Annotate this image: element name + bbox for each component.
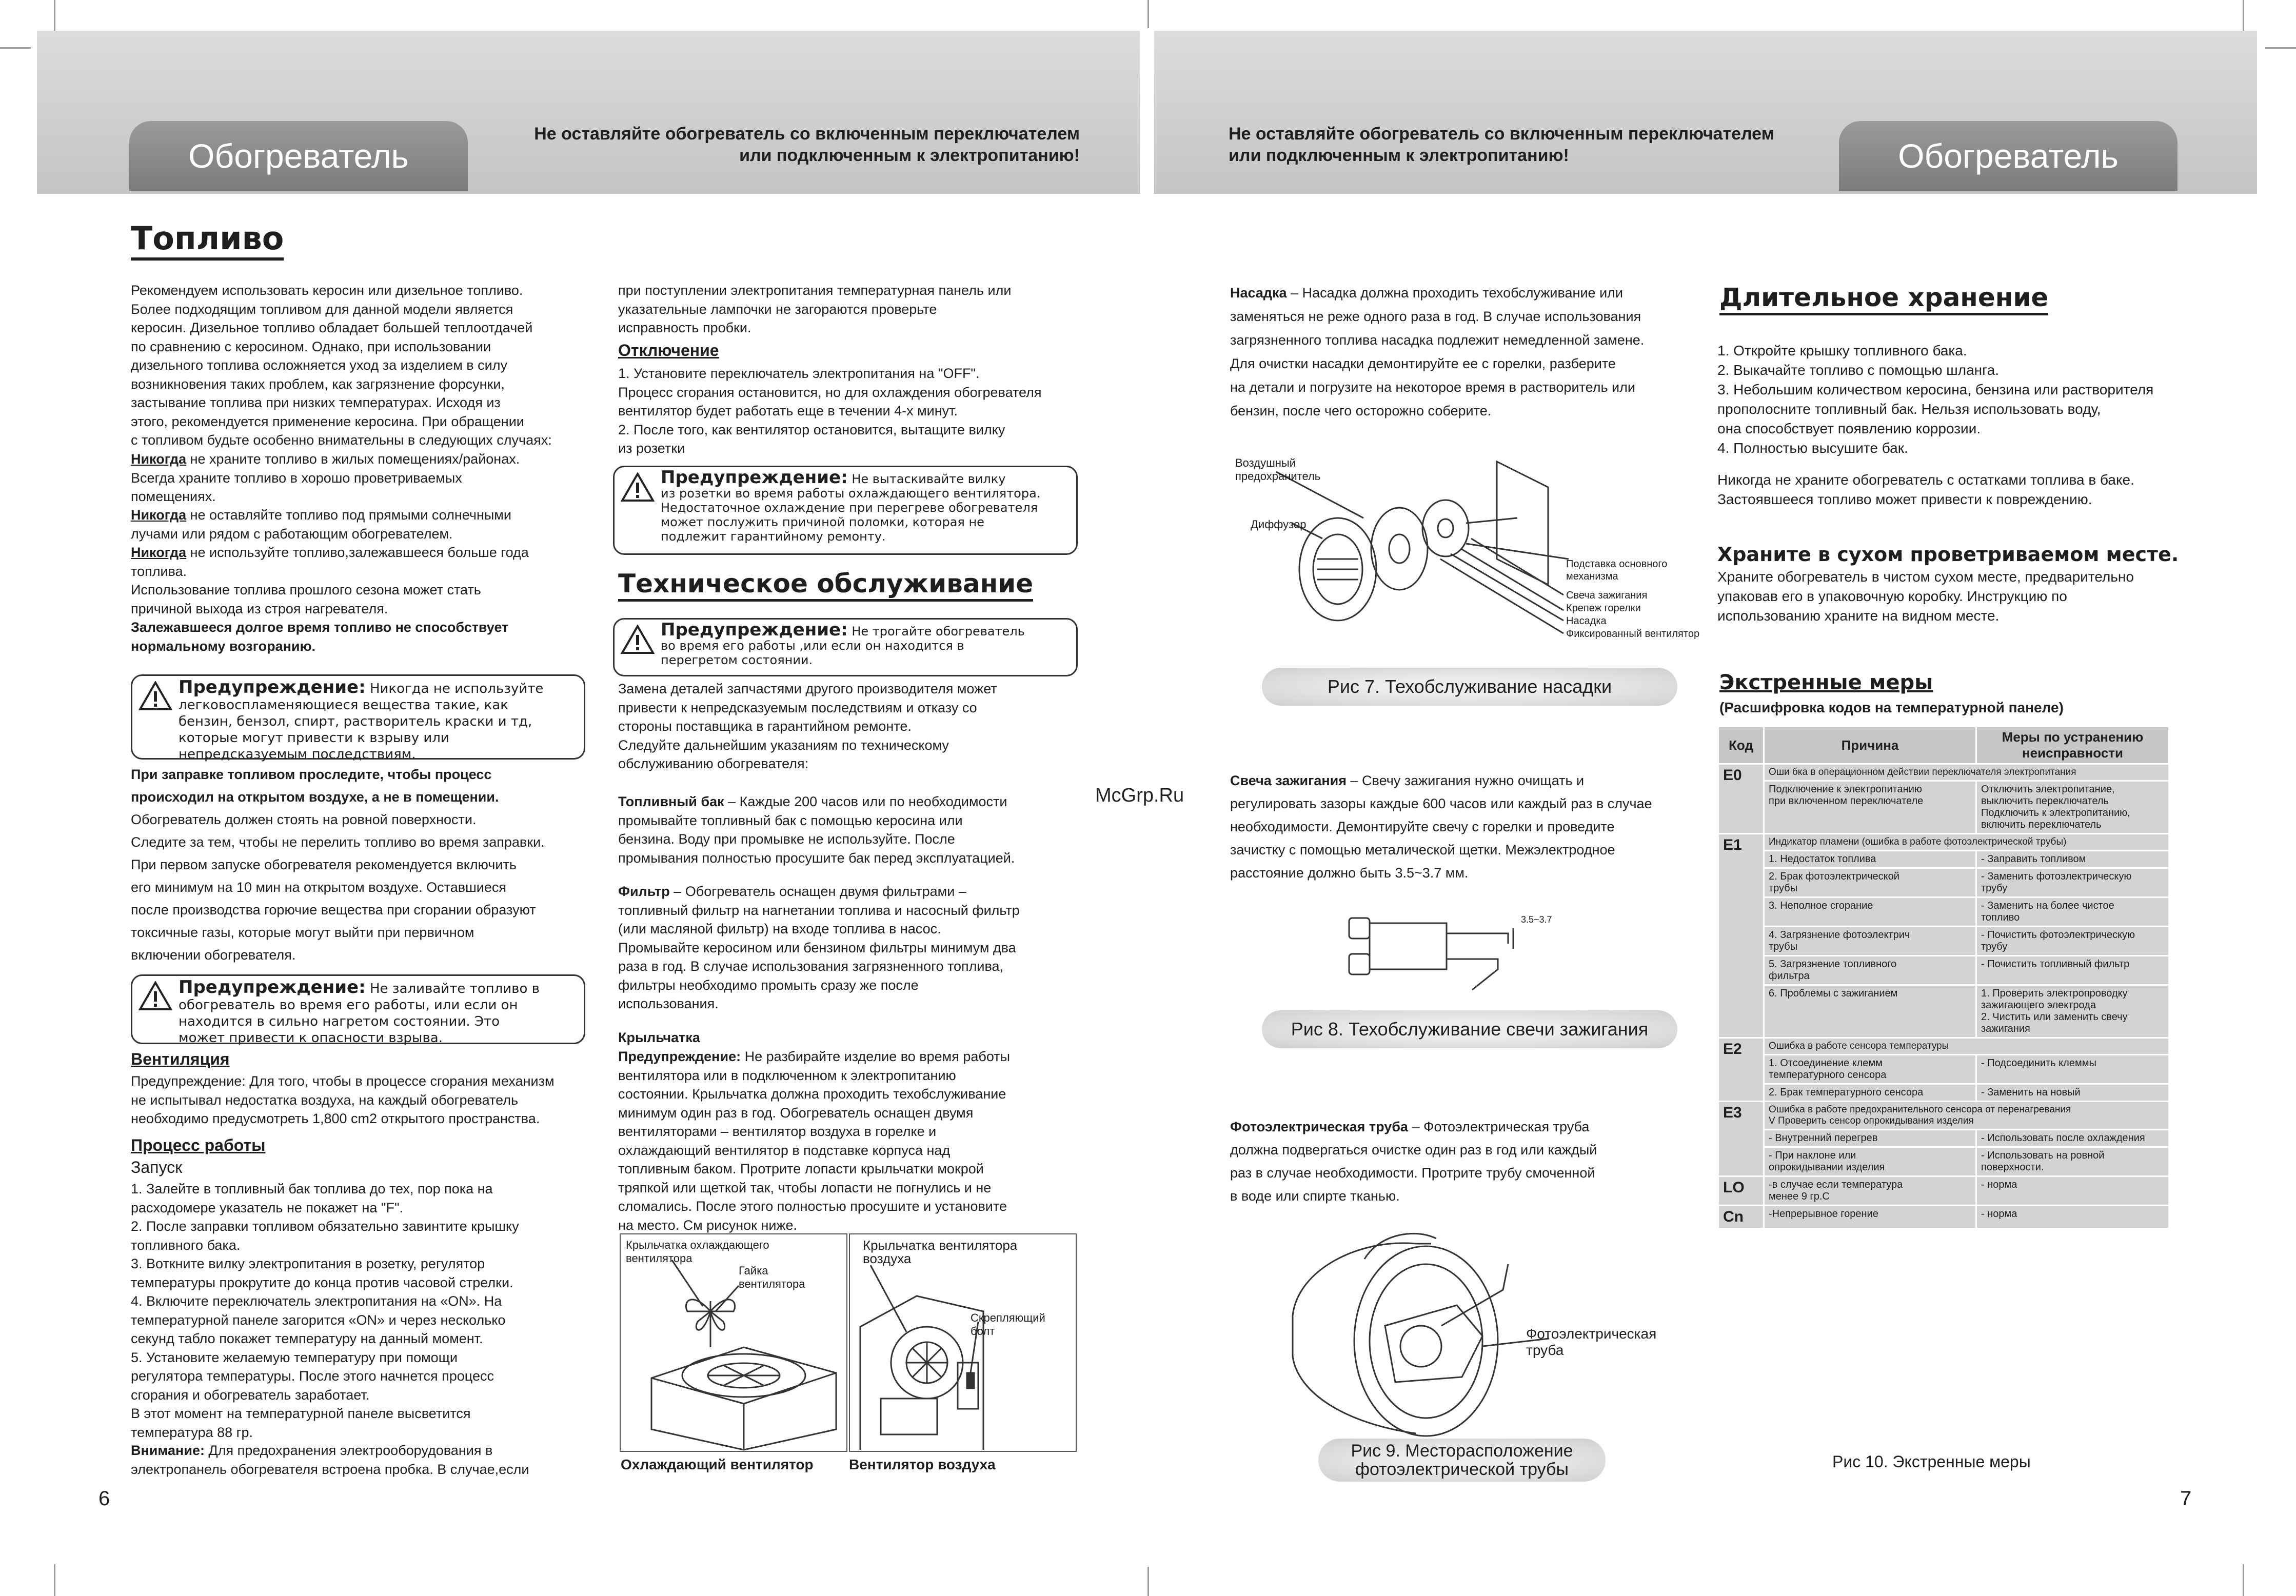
spark-gap-label: 3.5~3.7 <box>1521 914 1552 925</box>
crop-mark <box>1147 1567 1149 1596</box>
fix-cell: - Заменить фотоэлектрическую трубу <box>1976 868 2169 897</box>
warning-label: Предупреждение: <box>661 620 848 640</box>
crop-mark <box>0 47 31 49</box>
fan-label-nut: Гайка вентилятора <box>739 1264 805 1290</box>
table-row <box>1718 927 2169 956</box>
table-row <box>1718 1102 2169 1130</box>
cause-cell: - Внутренний перегрев <box>1764 1130 1976 1147</box>
fix-cell: - Заменить на новый <box>1976 1084 2169 1102</box>
cause-cell: -в случае если температура менее 9 гр.С <box>1764 1176 1976 1206</box>
storage-note: Никогда не храните обогреватель с остатками топлива в баке. Застоявшееся топливо может привести к повреждению. <box>1717 472 2134 507</box>
nozzle-text: Насадка – Насадка должна проходить техобслуживание или заменяться не реже одного раза в год. В случае использования загрязненного топлива насадка подлежит немедленной замене. Для очистки насадки демонтируйте ее с горелки, разберите на детали и погрузите на некоторое время в растворитель или бензин, после чего осторожно соберите. <box>1230 285 1645 418</box>
page-number-left: 6 <box>98 1487 110 1510</box>
fuel-rule-2: Никогда не оставляйте топливо под прямыми солнечными лучами или рядом с работающим обогревателем. <box>131 507 511 542</box>
cause-cell: 2. Брак фотоэлектрической трубы <box>1764 868 1976 897</box>
label-diffuser: Диффузор <box>1251 518 1307 531</box>
fan-caption-air: Вентилятор воздуха <box>849 1457 996 1472</box>
crop-mark <box>54 1564 55 1596</box>
nozzle-figure <box>1230 441 1702 656</box>
emergency-title: Экстренные меры <box>1719 671 1933 694</box>
air-fan-drawing <box>850 1234 1076 1451</box>
table-row <box>1718 1055 2169 1084</box>
ventilation-title: Вентиляция <box>131 1050 230 1068</box>
fix-cell: 1. Проверить электропроводку зажигающего электрода 2. Чистить или заменить свечу зажигания <box>1976 985 2169 1038</box>
photo-tube-label: Фотоэлектрическая труба <box>1526 1326 1657 1358</box>
maintenance-intro: Замена деталей запчастями другого производителя может привести к непредсказуемым последствиям и отказу со стороны поставщика в гарантийном ремонте. Следуйте дальнейшим указаниям по техническому обслуживанию обогревателя: <box>618 681 997 771</box>
warning-box-shutdown: Предупреждение: Не вытаскивайте вилку из розетки во время работы охлаждающего вентилятора. Недостаточное охлаждение при перегреве обогревателя может послужить причиной поломки, которая не подлежит гарантийному ремонту. <box>613 466 1078 555</box>
table-row <box>1718 834 2169 851</box>
tank-text: Топливный бак – Каждые 200 часов или по необходимости промывайте топливный бак с помощью керосина или бензина. Воду при промывке не используйте. После промывания полностью просушите бак перед эксплуатацией. <box>618 794 1015 866</box>
storage-title: Длительное хранение <box>1719 282 2048 315</box>
table-row <box>1718 1147 2169 1176</box>
warning-box-maintenance: Предупреждение: Не трогайте обогреватель во время его работы ,или если он находится в перегретом состоянии. <box>613 618 1078 676</box>
ventilation-text: Предупреждение: Для того, чтобы в процессе сгорания механизм не испытывал недостатка воздуха, на каждый обогреватель необходимо предусмотреть 1,800 cm2 открытого пространства. <box>131 1073 555 1126</box>
label-stand: Подставка основного механизма <box>1566 558 1668 582</box>
cause-cell: 6. Проблемы с зажиганием <box>1764 985 1976 1038</box>
warning-triangle-icon <box>621 472 655 502</box>
dry-place-text: Храните обогреватель в чистом сухом месте, предварительно упаковав его в упаковочную коробку. Инструкцию по использованию храните на видном месте. <box>1717 569 2134 624</box>
table-row <box>1718 1084 2169 1102</box>
warning-label: Предупреждение: <box>179 677 366 697</box>
refuel-text: Обогреватель должен стоять на ровной поверхности. Следите за тем, чтобы не перелить топливо во время заправки. При первом запуске обогревателя рекомендуется включить его минимум на 10 мин на открытом воздухе. Оставшиеся после производства горючие вещества при сгорании образуют токсичные газы, которые могут выйти при первичном включении обогревателя. <box>131 812 545 963</box>
cause-cell: Подключение к электропитанию при включенном переключателе <box>1764 781 1976 834</box>
cause-cell: - При наклоне или опрокидывании изделия <box>1764 1147 1976 1176</box>
warning-box-fuel: Предупреждение: Никогда не используйте легковоспламеняющиеся вещества такие, как бензин, бензол, спирт, растворитель краски и тд, которые могут привести к взрыву или непредсказуемым последствиям. <box>131 674 585 760</box>
header-notice-right: Не оставляйте обогреватель со включенным переключателем или подключенным к электропитанию! <box>1229 124 1774 165</box>
table-header-row <box>1718 727 2169 764</box>
table-row <box>1718 764 2169 781</box>
table-row <box>1718 1206 2169 1229</box>
cause-cell: 1. Отсоединение клемм температурного сенсора <box>1764 1055 1976 1084</box>
spark-plug-figure <box>1339 908 1554 1000</box>
table-row <box>1718 781 2169 834</box>
emergency-subtitle: (Расшифровка кодов на температурной панеле) <box>1719 700 2064 715</box>
fix-cell: - Подсоединить клеммы <box>1976 1055 2169 1084</box>
cause-cell: 1. Недостаток топлива <box>1764 851 1976 868</box>
warning-label: Предупреждение: <box>179 977 366 998</box>
label-fixed-fan: Фиксированный вентилятор <box>1566 628 1700 640</box>
error-description: Оши бка в операционном действии переключателя электропитания <box>1764 764 2169 781</box>
table-row <box>1718 1130 2169 1147</box>
error-code: E2 <box>1718 1038 1764 1102</box>
cause-cell: 3. Неполное сгорание <box>1764 897 1976 927</box>
cause-cell: 5. Загрязнение топливного фильтра <box>1764 956 1976 985</box>
error-code: E1 <box>1718 834 1764 1038</box>
warning-triangle-icon <box>138 681 172 711</box>
fix-cell: - Заменить на более чистое топливо <box>1976 897 2169 927</box>
cooling-fan-figure <box>620 1233 847 1452</box>
fuel-rule-1: Никогда не храните топливо в жилых помещениях/районах. Всегда храните топливо в хорошо проветриваемых помещениях. <box>131 451 520 504</box>
fix-cell: - норма <box>1976 1176 2169 1206</box>
refuel-bold: При заправке топливом проследите, чтобы процесс происходил на открытом воздухе, а не в помещении. <box>131 767 499 805</box>
table-row <box>1718 985 2169 1038</box>
label-spark: Свеча зажигания <box>1566 590 1648 601</box>
fix-cell: - Почистить топливный фильтр <box>1976 956 2169 985</box>
fan-label-bolt: Скрепляющий болт <box>971 1311 1045 1338</box>
fix-cell: - Почистить фотоэлектрическую трубу <box>1976 927 2169 956</box>
table-row <box>1718 851 2169 868</box>
fix-cell: - Заправить топливом <box>1976 851 2169 868</box>
spark-text: Свеча зажигания – Свечу зажигания нужно очищать и регулировать зазоры каждые 600 часов или каждый раз в случае необходимости. Демонтируйте свечу с горелки и проведите зачистку с помощью металической щетки. Межэлектродное расстояние должно быть 3.5~3.7 мм. <box>1230 773 1652 881</box>
table-row <box>1718 897 2169 927</box>
crop-mark <box>1147 0 1149 28</box>
fix-cell: Отключить электропитание, выключить переключатель Подключить к электропитанию, включить переключатель <box>1976 781 2169 834</box>
impeller-text: Предупреждение: Не разбирайте изделие во время работы вентилятора или в подключенном к электропитанию состоянии. Крыльчатка должна проходить техобслуживание минимум один раз в год. Обогреватель оснащен двумя вентиляторами – вентилятор воздуха в горелке и охлаждающий вентилятор в подставке корпуса над топливным баком. Протрите лопасти крыльчатки мокрой тряпкой или щеткой так, чтобы лопасти не погнулись и не сломались. После этого полностью просушите и установите на место. См рисунок ниже. <box>618 1049 1011 1233</box>
error-description: Индикатор пламени (ошибка в работе фотоэлектрической трубы) <box>1764 834 2169 851</box>
crop-mark <box>2243 0 2244 31</box>
maintenance-title: Техническое обслуживание <box>618 568 1033 602</box>
fuse-continued: при поступлении электропитания температурная панель или указательные лампочки не загораются проверьте исправность пробки. <box>618 283 1012 335</box>
fuel-rule-3: Никогда не используйте топливо,залежавшееся больше года топлива. Использование топлива прошлого сезона может стать причиной выхода из строя нагревателя. <box>131 545 529 616</box>
crop-mark <box>2265 47 2296 49</box>
error-code: E3 <box>1718 1102 1764 1176</box>
crop-mark <box>54 0 55 31</box>
cause-cell: 2. Брак температурного сенсора <box>1764 1084 1976 1102</box>
emergency-codes-table <box>1717 726 2170 1229</box>
storage-steps: 1. Откройте крышку топливного бака. 2. Выкачайте топливо с помощью шланга. 3. Небольшим количеством керосина, бензина или растворителя прополосните топливный бак. Нельзя использовать воду, она способствует появлению коррозии. 4. Полностью высушите бак. <box>1717 343 2154 456</box>
table-row <box>1718 1176 2169 1206</box>
figure-8-caption: Рис 8. Техобслуживание свечи зажигания <box>1262 1010 1677 1048</box>
header-notice-left: Не оставляйте обогреватель со включенным переключателем или подключенным к электропитанию! <box>534 124 1080 165</box>
impeller-title: Крыльчатка <box>618 1030 700 1045</box>
fuel-intro: Рекомендуем использовать керосин или дизельное топливо. Более подходящим топливом для данной модели является керосин. Дизельное топливо обладает большей теплоотдачей по сравнению с керосином. Однако, при использовании дизельного топлива осложняется уход за изделием в силу возникновения таких проблем, как загрязнение форсунки, застывание топлива при низких температурах. Исходя из этого, рекомендуется применение керосина. При обращении с топливом будьте особенно внимательны в следующих случаях: <box>131 283 552 448</box>
fix-cell: - норма <box>1976 1206 2169 1229</box>
col-header-fix: Меры по устранению неисправности <box>1976 727 2169 764</box>
fuel-title: Топливо <box>131 221 284 261</box>
fan-label-air-impeller: Крыльчатка вентилятора воздуха <box>863 1238 1018 1266</box>
figure-10-caption: Рис 10. Экстренные меры <box>1832 1452 2031 1471</box>
table-row <box>1718 956 2169 985</box>
figure-9-caption: Рис 9. Месторасположение фотоэлектрической трубы <box>1318 1439 1606 1482</box>
label-bracket: Крепеж горелки <box>1566 603 1641 614</box>
attention-note: Внимание: Для предохранения электрооборудования в электропанель обогревателя встроена пробка. В случае,если <box>131 1443 529 1477</box>
crop-mark <box>2243 1564 2244 1596</box>
operation-title: Процесс работы <box>131 1136 266 1154</box>
fix-cell: - Использовать на ровной поверхности. <box>1976 1147 2169 1176</box>
filter-text: Фильтр – Обогреватель оснащен двумя фильтрами – топливный фильтр на нагнетании топлива и насосный фильтр (или масляной фильтр) на входе топлива в насос. Промывайте керосином или бензином фильтры минимум два раза в год. В случае использования загрязненного топлива, фильтры необходимо промыть сразу же после использования. <box>618 884 1020 1011</box>
table-row <box>1718 1038 2169 1055</box>
section-tab-right: Обогреватель <box>1839 121 2178 191</box>
page-number-right: 7 <box>2180 1487 2192 1510</box>
error-code: LO <box>1718 1176 1764 1206</box>
fan-label-cooling-impeller: Крыльчатка охлаждающего вентилятора <box>626 1239 769 1265</box>
cooling-fan-drawing <box>621 1234 846 1451</box>
fan-caption-cooling: Охлаждающий вентилятор <box>621 1457 814 1472</box>
dry-place-title: Храните в сухом проветриваемом месте. <box>1717 543 2179 566</box>
warning-triangle-icon <box>621 625 655 654</box>
air-fan-figure <box>849 1233 1077 1452</box>
watermark: McGrp.Ru <box>1095 785 1184 806</box>
operation-steps: 1. Залейте в топливный бак топлива до тех, пор пока на расходомере указатель не покажет на "F". 2. После заправки топливом обязательно завинтите крышку топливного бака. 3. Воткните вилку электропитания в розетку, регулятор температуры прокрутите до конца против часовой стрелки. 4. Включите переключатель электропитания на «ON». На температурной панеле загорится «ON» и через несколько секунд табло покажет температуру на данный момент. 5. Установите желаемую температуру при помощи регулятора температуры. После этого начнется процесс сгорания и обогреватель заработает. В этот момент на температурной панеле высветится температура 88 гр. <box>131 1181 519 1440</box>
fuel-bold-note: Залежавшееся долгое время топливо не способствует нормальному возгоранию. <box>131 620 509 654</box>
shutdown-title: Отключение <box>618 341 719 360</box>
error-code: Cn <box>1718 1206 1764 1229</box>
col-header-code: Код <box>1718 727 1764 764</box>
warning-label: Предупреждение: <box>661 467 848 488</box>
error-description: Ошибка в работе предохранительного сенсора от перенагревания V Проверить сенсор опрокидывания изделия <box>1764 1102 2169 1130</box>
error-description: Ошибка в работе сенсора температуры <box>1764 1038 2169 1055</box>
col-header-cause: Причина <box>1764 727 1976 764</box>
cause-cell: 4. Загрязнение фотоэлектрич трубы <box>1764 927 1976 956</box>
photo-tube-text: Фотоэлектрическая труба – Фотоэлектрическая труба должна подвергаться очистке один раз в год или каждый раз в случае необходимости. Протрите трубу смоченной в воде или спирте тканью. <box>1230 1119 1597 1204</box>
error-code: E0 <box>1718 764 1764 834</box>
cause-cell: -Непрерывное горение <box>1764 1206 1976 1229</box>
operation-start: Запуск <box>131 1158 183 1176</box>
section-tab-left: Обогреватель <box>129 121 468 191</box>
warning-box-refuel: Предупреждение: Не заливайте топливо в обогреватель во время его работы, или если он находится в сильно нагретом состоянии. Это может привести к опасности взрыва. <box>131 974 585 1044</box>
label-air-guard: Воздушный предохранитель <box>1235 456 1321 483</box>
figure-7-caption: Рис 7. Техобслуживание насадки <box>1262 668 1677 706</box>
label-nozzle: Насадка <box>1566 615 1607 627</box>
photo-tube-figure <box>1262 1223 1662 1439</box>
shutdown-text: 1. Установите переключатель электропитания на "OFF". Процесс сгорания остановится, но для охлаждения обогревателя вентилятор будет работать еще в течении 4-х минут. 2. После того, как вентилятор остановится, вытащите вилку из розетки <box>618 366 1042 456</box>
warning-triangle-icon <box>138 981 172 1011</box>
fix-cell: - Использовать после охлаждения <box>1976 1130 2169 1147</box>
table-row <box>1718 868 2169 897</box>
